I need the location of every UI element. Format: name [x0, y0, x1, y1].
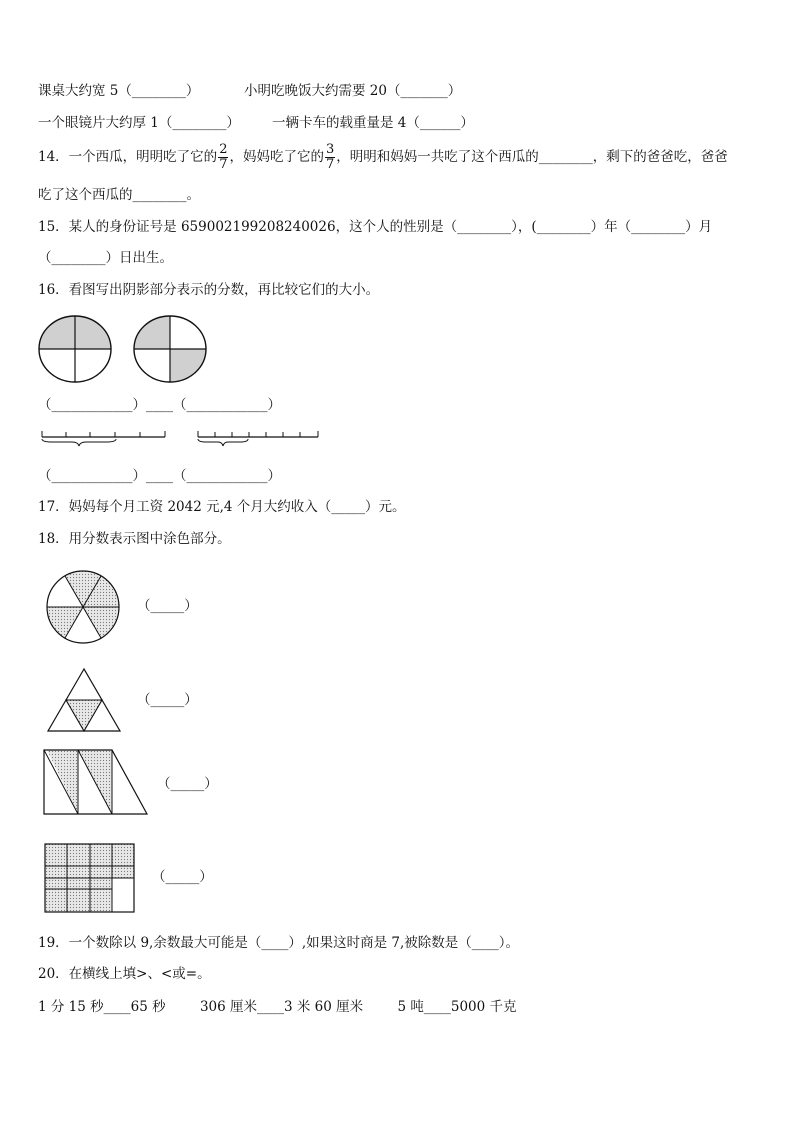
- hexagon-circle-figure: [47, 571, 119, 643]
- question-19: 19．一个数除以 9,余数最大可能是（____）,如果这时商是 7,被除数是（____）。: [38, 935, 520, 951]
- triangle-figure: [48, 669, 120, 731]
- question-15-line1: 15．某人的身份证号是 659002199208240026，这个人的性别是（________），(________）年（________）月: [38, 219, 713, 235]
- truck-capacity-question: 一辆卡车的载重量是 4（______）: [272, 115, 474, 131]
- question-18-title: 18．用分数表示图中涂色部分。: [38, 531, 231, 547]
- desk-width-question: 课桌大约宽 5（________）: [38, 83, 200, 99]
- q18-answer-4: （_____）: [152, 869, 213, 885]
- question-20-title: 20．在横线上填>、<或=。: [38, 966, 211, 982]
- parallelogram-figure: [44, 750, 147, 814]
- q14-text-c: ，明明和妈妈一共吃了这个西瓜的________，剩下的爸爸吃，爸爸: [336, 149, 728, 165]
- q16-blanks-row2: （____________）____（____________）: [38, 468, 281, 484]
- fraction-2-7: $\frac{2}{7}$: [219, 142, 228, 172]
- lens-thickness-question: 一个眼镜片大约厚 1（________）: [38, 115, 240, 131]
- q16-blanks-row1: （____________）____（____________）: [38, 397, 281, 413]
- q18-answer-2: （_____）: [137, 692, 198, 708]
- q14-text-b: ，妈妈吃了它的: [229, 149, 324, 165]
- grid-figure: [45, 844, 134, 912]
- question-15-line2: （________）日出生。: [38, 250, 173, 266]
- q18-answer-3: （_____）: [157, 776, 218, 792]
- question-16-title: 16．看图写出阴影部分表示的分数，再比较它们的大小。: [38, 282, 380, 298]
- dinner-time-question: 小明吃晚饭大约需要 20（_______）: [244, 83, 462, 99]
- question-14-line2: 吃了这个西瓜的________。: [38, 187, 200, 203]
- question-20-items: 1 分 15 秒____65 秒 306 厘米____3 米 60 厘米 5 吨____5000 千克: [38, 999, 517, 1015]
- q18-answer-1: （_____）: [137, 598, 198, 614]
- fraction-3-7: $\frac{3}{7}$: [325, 142, 335, 172]
- q14-text-a: 14．一个西瓜，明明吃了它的: [38, 149, 218, 165]
- question-17: 17．妈妈每个月工资 2042 元,4 个月大约收入（_____）元。: [38, 499, 406, 515]
